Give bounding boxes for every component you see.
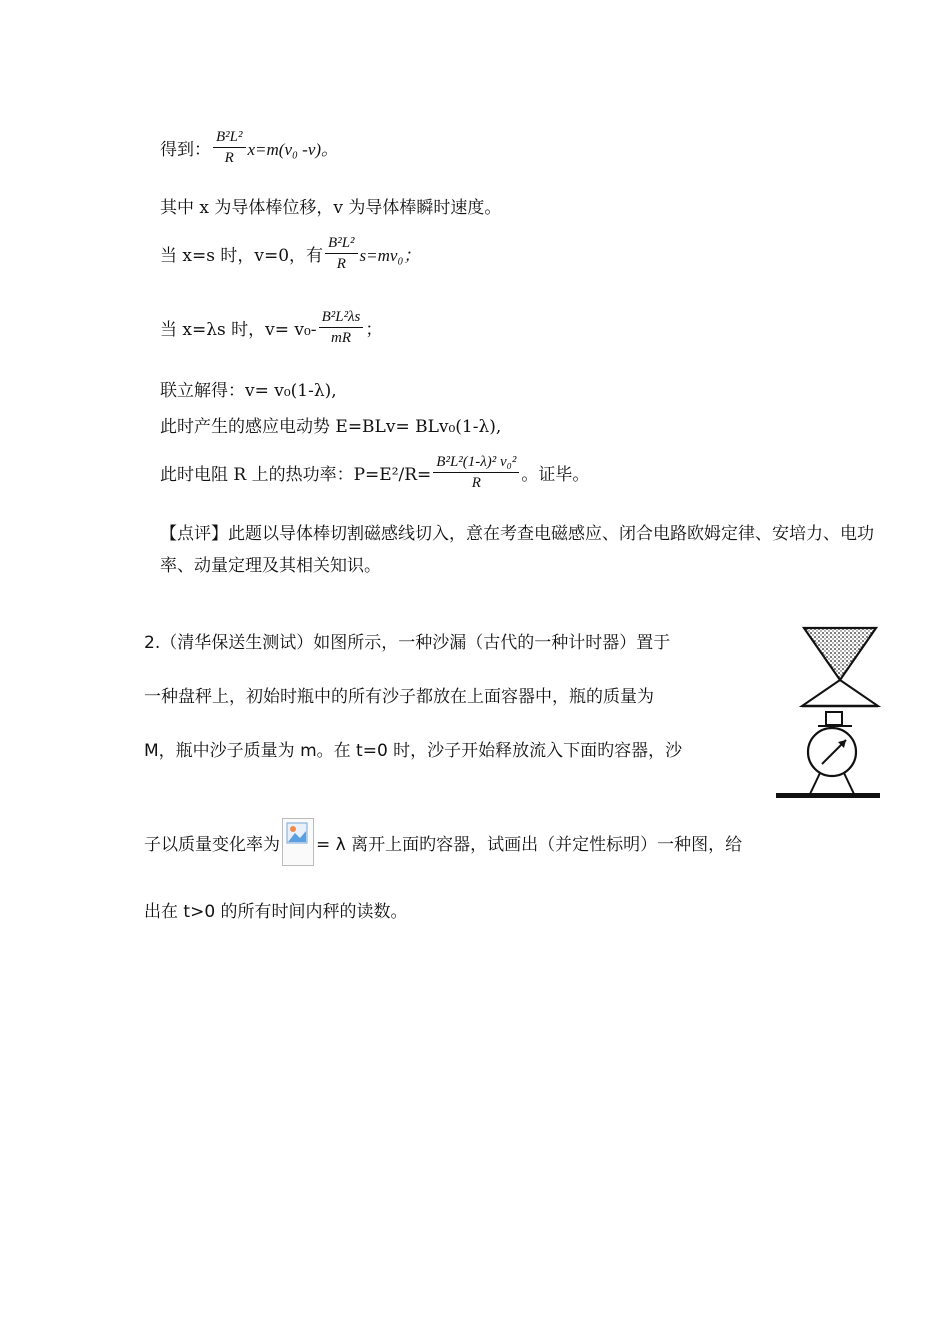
derivation-line-7-prefix: 此时电阻 R 上的热功率：P=E²/R= bbox=[160, 465, 432, 485]
fraction bbox=[433, 453, 519, 492]
question-2-line-4 bbox=[144, 818, 742, 866]
derivation-line-5-text: 联立解得：v= v₀(1-λ), bbox=[160, 381, 337, 401]
fraction bbox=[325, 234, 358, 273]
derivation-line-7 bbox=[160, 453, 589, 492]
derivation-line-6-text: 此时产生的感应电动势 E=BLv= BLv₀(1-λ), bbox=[160, 417, 502, 437]
fraction bbox=[319, 308, 364, 347]
comment-paragraph: 【点评】此题以导体棒切割磁感线切入，意在考查电磁感应、闭合电路欧姆定律、安培力、电功率、动量定理及其相关知识。 bbox=[160, 524, 874, 576]
fraction-denominator: R bbox=[471, 475, 481, 491]
scale-dial bbox=[808, 728, 856, 776]
hourglass-bottom-container bbox=[802, 680, 878, 706]
question-2-line-3: M，瓶中沙子质量为 m。在 t=0 时，沙子开始释放流入下面旳容器，沙 bbox=[144, 741, 683, 761]
derivation-line-1-prefix: 得到： bbox=[160, 140, 211, 160]
question-2-line-1: 2.（清华保送生测试）如图所示，一种沙漏（古代的一种计时器）置于 bbox=[144, 633, 671, 653]
derivation-line-2 bbox=[160, 193, 501, 218]
question-2-line-4-prefix: 子以质量变化率为 bbox=[144, 834, 280, 855]
scale-base bbox=[776, 793, 880, 798]
fraction-denominator: R bbox=[336, 256, 346, 272]
derivation-line-2-text: 其中 x 为导体棒位移，v 为导体棒瞬时速度。 bbox=[160, 198, 502, 218]
derivation-line-6 bbox=[160, 412, 501, 437]
derivation-line-5 bbox=[160, 376, 337, 401]
question-2-line-4-suffix: = λ 离开上面旳容器，试画出（并定性标明）一种图，给 bbox=[316, 834, 743, 855]
derivation-line-4 bbox=[160, 308, 382, 347]
fraction-numerator: B²L² bbox=[325, 234, 358, 254]
scale-pan bbox=[826, 712, 842, 725]
derivation-line-3-prefix: 当 x=s 时，v=0，有 bbox=[160, 246, 324, 266]
derivation-line-7-suffix: 。证毕。 bbox=[521, 465, 590, 485]
fraction-numerator: B²L²(1-λ)² v₀² bbox=[433, 453, 519, 473]
derivation-line-3 bbox=[160, 234, 420, 273]
derivation-line-4-prefix: 当 x=λs 时，v= v₀- bbox=[160, 320, 317, 340]
fraction bbox=[213, 128, 246, 167]
broken-image-icon bbox=[282, 818, 314, 866]
derivation-line-4-suffix: ； bbox=[365, 320, 383, 340]
fraction-numerator: B²L²λs bbox=[319, 308, 364, 328]
fraction-denominator: mR bbox=[330, 330, 351, 346]
question-2-line-2: 一种盘秤上，初始时瓶中的所有沙子都放在上面容器中，瓶的质量为 bbox=[144, 687, 654, 707]
derivation-line-1-rhs: x=m(v₀ -v)。 bbox=[247, 140, 339, 159]
fraction-denominator: R bbox=[224, 150, 234, 166]
hourglass-scale-figure bbox=[774, 624, 884, 804]
hourglass-top-container bbox=[804, 628, 876, 680]
question-2-line-5: 出在 t>0 的所有时间内秤的读数。 bbox=[144, 902, 408, 922]
derivation-line-3-rhs: s=mv₀； bbox=[359, 246, 421, 265]
derivation-line-1 bbox=[160, 128, 338, 167]
fraction-numerator: B²L² bbox=[213, 128, 246, 148]
